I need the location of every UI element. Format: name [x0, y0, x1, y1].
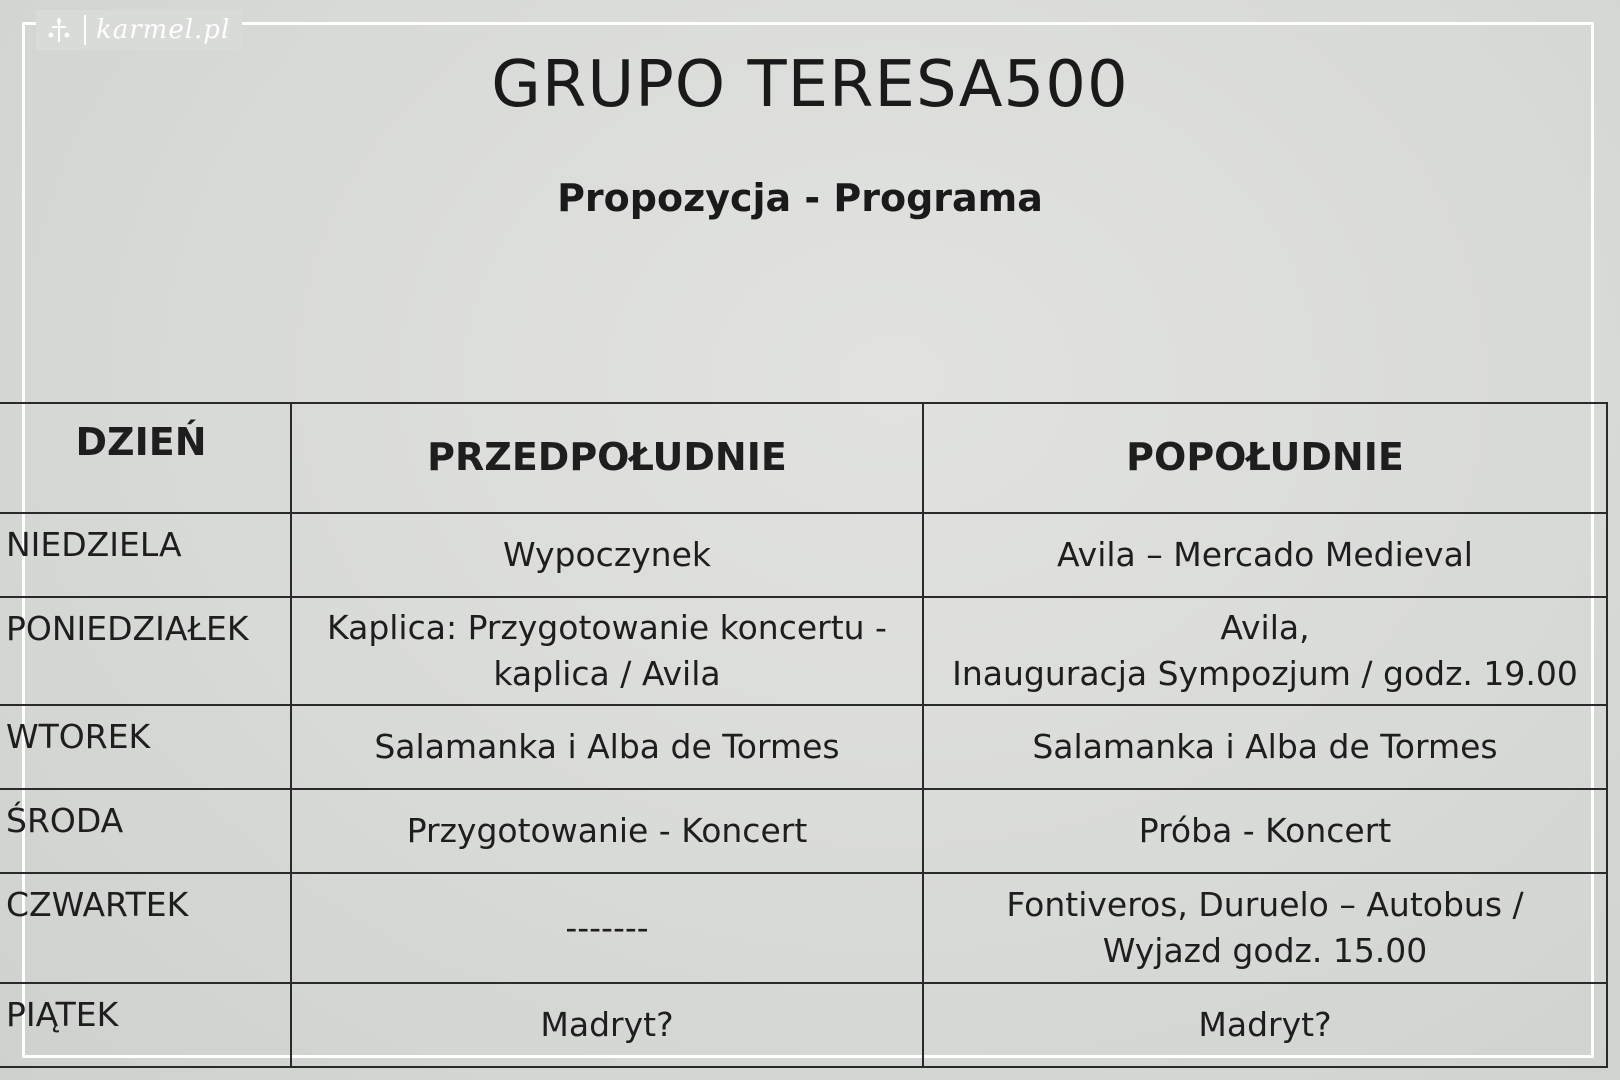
- afternoon-cell: [923, 597, 1607, 705]
- cell-line: Wyjazd godz. 15.00: [1102, 931, 1428, 970]
- document-subtitle: Propozycja - Programa: [557, 176, 1043, 220]
- cell-line: Próba - Koncert: [1138, 810, 1392, 850]
- cell-line: Avila – Mercado Medieval: [1057, 534, 1473, 574]
- morning-cell: [291, 597, 923, 705]
- afternoon-cell: [923, 873, 1607, 983]
- morning-cell: [291, 983, 923, 1067]
- cell-line: Wypoczynek: [502, 534, 712, 574]
- day-cell: PIĄTEK: [0, 983, 291, 1067]
- table-row: [0, 705, 1607, 789]
- morning-cell: [291, 705, 923, 789]
- table-row: [0, 789, 1607, 873]
- table-row: [0, 983, 1607, 1067]
- morning-cell: [291, 513, 923, 597]
- watermark-separator: [84, 15, 86, 45]
- day-cell: PONIEDZIAŁEK: [0, 597, 291, 705]
- cell-line: Salamanka i Alba de Tormes: [1032, 726, 1498, 766]
- cell-line: Salamanka i Alba de Tormes: [374, 726, 840, 766]
- cell-line: Inauguracja Sympozjum / godz. 19.00: [952, 654, 1578, 693]
- watermark-text: karmel.pl: [96, 15, 231, 45]
- cell-line: Madryt?: [1198, 1004, 1332, 1044]
- table-row: [0, 597, 1607, 705]
- watermark: [36, 10, 242, 50]
- header-row: [0, 403, 1607, 513]
- cell-line: Kaplica: Przygotowanie koncertu -: [327, 607, 887, 647]
- afternoon-cell: [923, 513, 1607, 597]
- header-day: DZIEŃ: [0, 403, 291, 513]
- afternoon-cell: [923, 983, 1607, 1067]
- cell-line: Przygotowanie - Koncert: [406, 810, 808, 850]
- day-cell: CZWARTEK: [0, 873, 291, 983]
- cell-line: Avila,: [1220, 607, 1310, 647]
- day-cell: WTOREK: [0, 705, 291, 789]
- cell-line: -------: [565, 907, 649, 947]
- schedule-table: [0, 402, 1608, 1068]
- afternoon-cell: [923, 705, 1607, 789]
- table-row: [0, 873, 1607, 983]
- afternoon-cell: [923, 789, 1607, 873]
- day-cell: ŚRODA: [0, 789, 291, 873]
- morning-cell: [291, 873, 923, 983]
- cell-line: kaplica / Avila: [493, 654, 721, 693]
- table-row: [0, 513, 1607, 597]
- cell-line: Madryt?: [540, 1004, 674, 1044]
- document-title: GRUPO TERESA500: [491, 48, 1129, 122]
- header-afternoon: POPOŁUDNIE: [923, 403, 1607, 513]
- morning-cell: [291, 789, 923, 873]
- carmelite-cross-icon: [44, 15, 74, 45]
- header-morning: PRZEDPOŁUDNIE: [291, 403, 923, 513]
- cell-line: Fontiveros, Duruelo – Autobus /: [1006, 884, 1524, 924]
- day-cell: NIEDZIELA: [0, 513, 291, 597]
